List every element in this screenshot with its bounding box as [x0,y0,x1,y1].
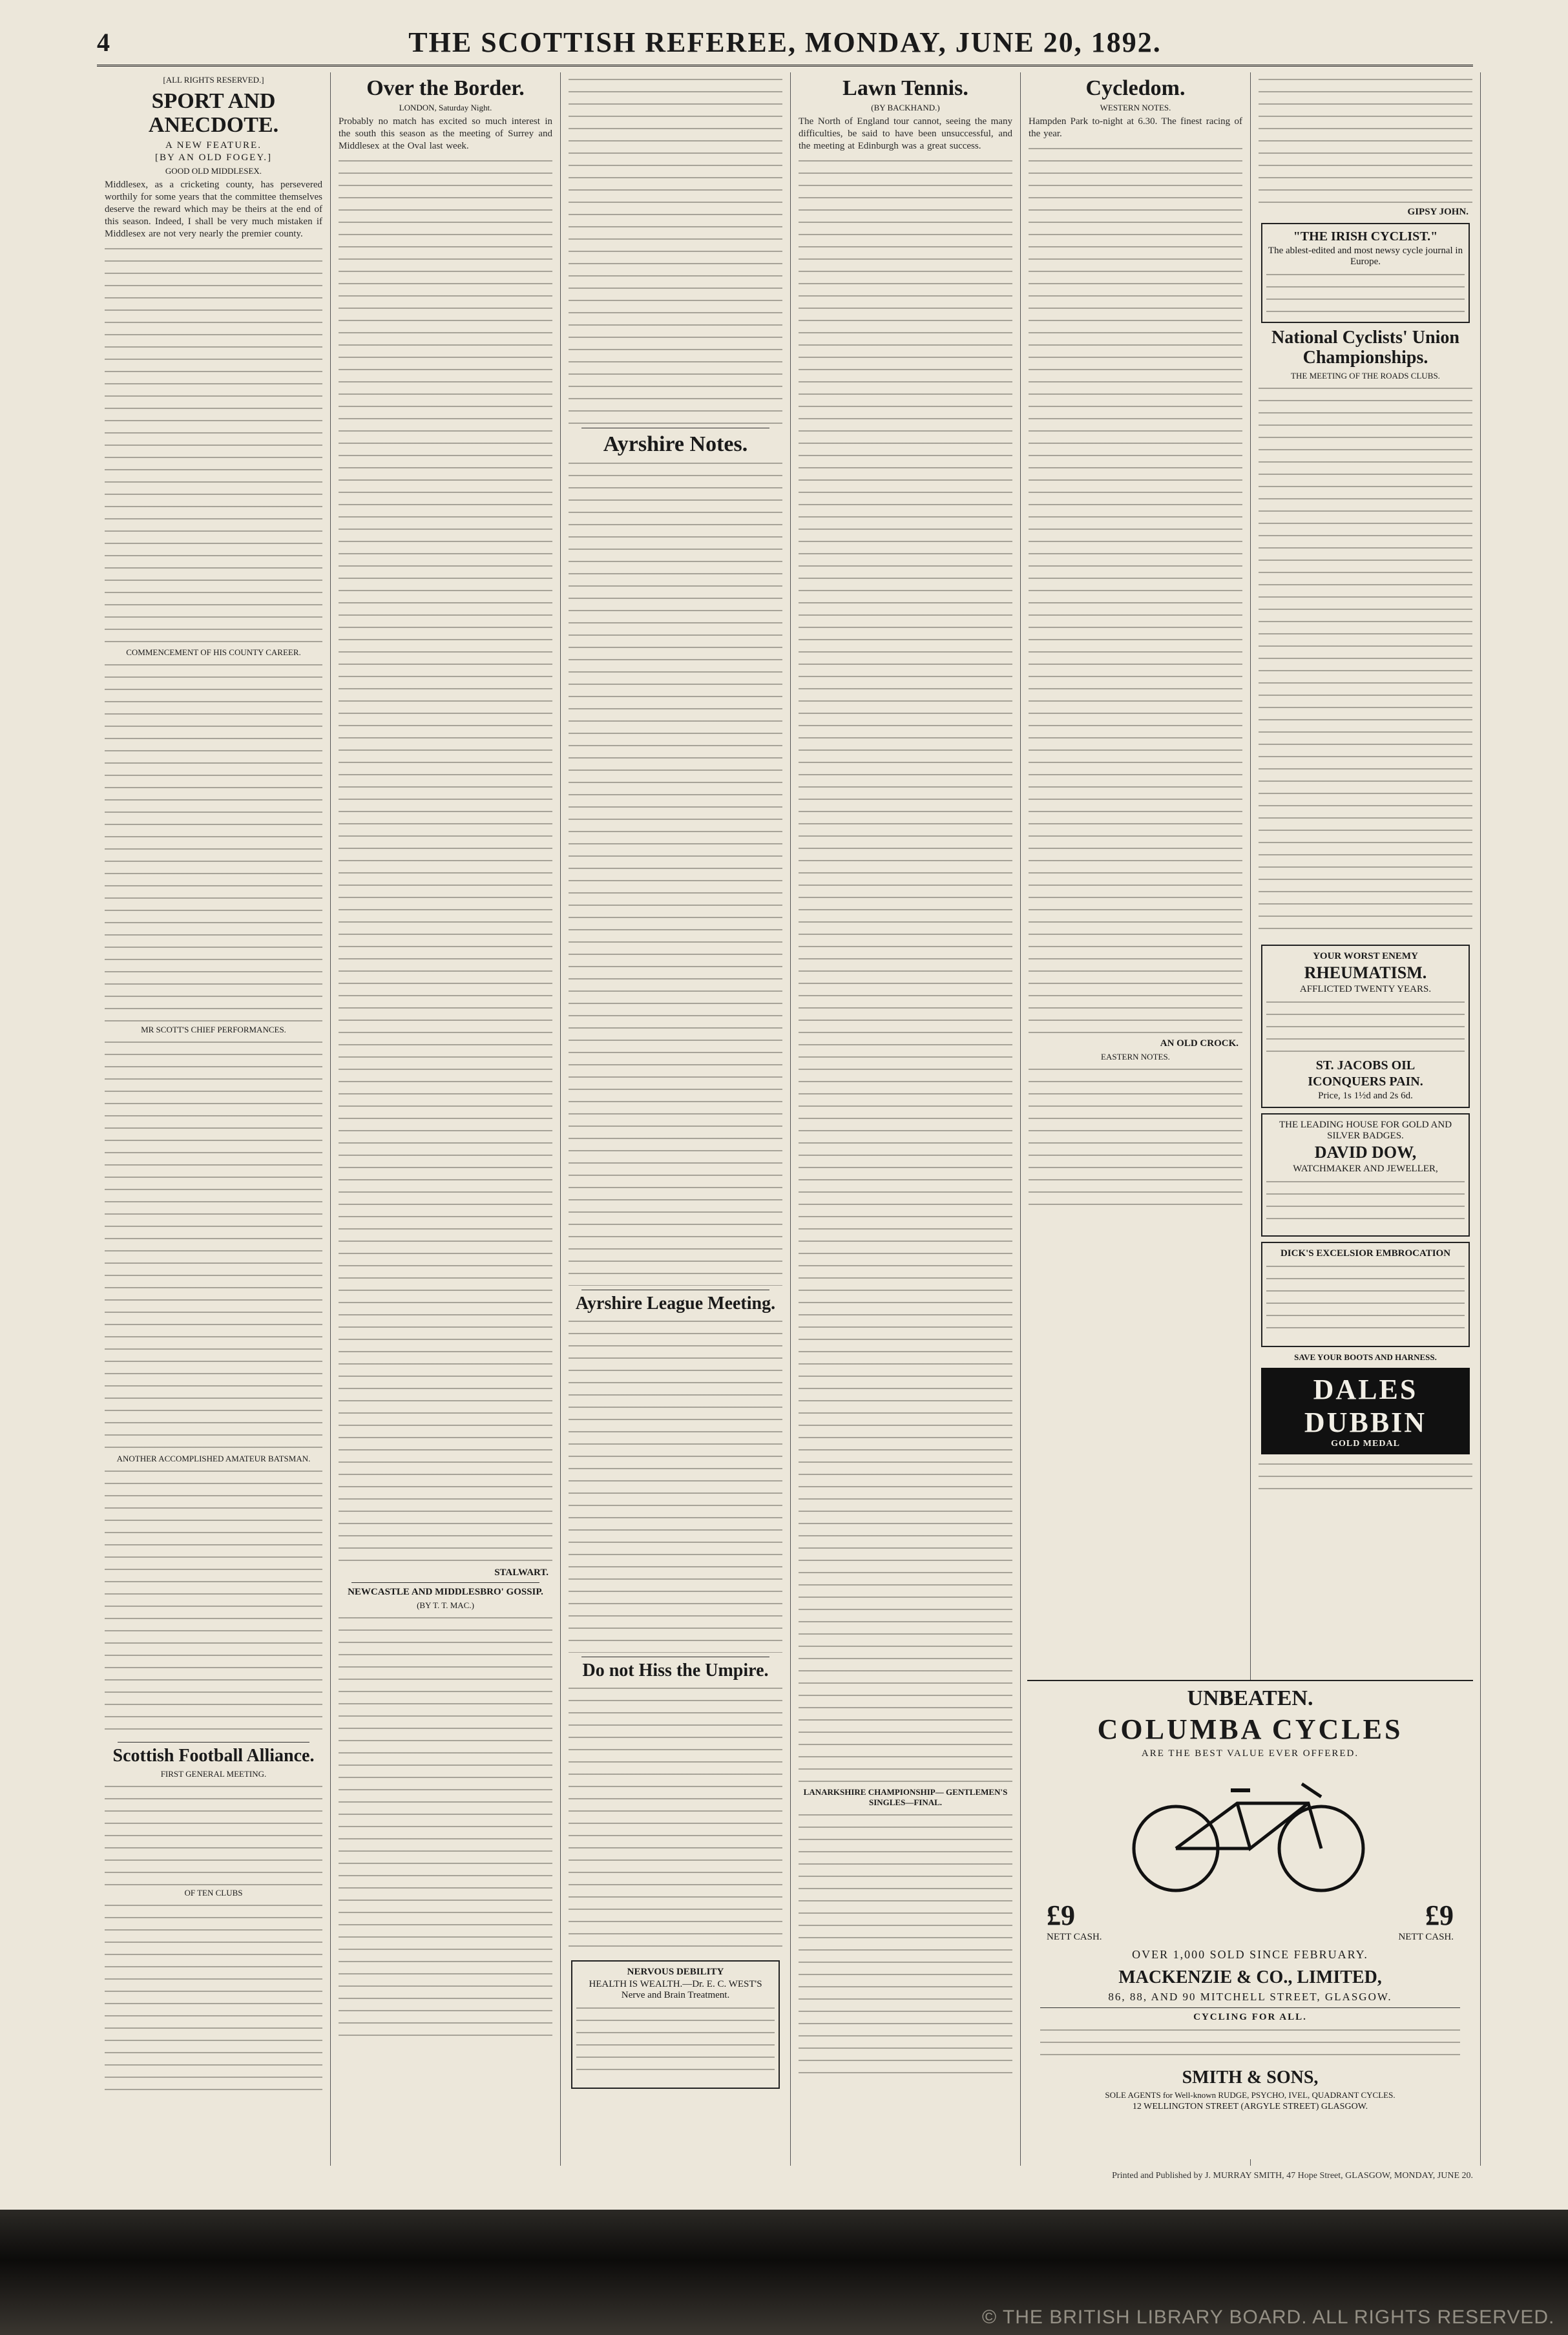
subheading-meeting: FIRST GENERAL MEETING. [160,1768,267,1779]
subheading-western: WESTERN NOTES. [1100,103,1171,113]
ad-line: YOUR WORST ENEMY [1313,950,1418,961]
subheading-middlesex: GOOD OLD MIDDLESEX. [165,165,262,176]
dateline: LONDON, Saturday Night. [399,103,492,113]
heading-do-not-hiss: Do not Hiss the Umpire. [582,1660,769,1681]
article-body [339,1613,552,2040]
subheading-eastern: EASTERN NOTES. [1101,1052,1170,1062]
nett-cash-label: NETT CASH. [1398,1931,1454,1942]
ad-line: AFFLICTED TWENTY YEARS. [1299,983,1432,994]
ad-line: THE LEADING HOUSE FOR GOLD AND SILVER BADGES. [1279,1119,1452,1141]
ad-text: The ablest-edited and most newsy cycle journal in Europe. [1268,246,1463,267]
byline: (BY BACKHAND.) [871,103,940,113]
heading-football-alliance: Scottish Football Alliance. [112,1745,315,1766]
page-number: 4 [97,27,110,57]
subheading-batsman: ANOTHER ACCOMPLISHED AMATEUR BATSMAN. [116,1453,311,1463]
subheading-career: COMMENCEMENT OF HIS COUNTY CAREER. [126,647,301,657]
ad-columba-cycles [1027,1680,1473,2159]
article-body [799,156,1012,1785]
ad-line: ARE THE BEST VALUE EVER OFFERED. [1141,1748,1359,1759]
byline: [BY AN OLD FOGEY.] [154,152,272,163]
ad-title: NERVOUS DEBILITY [627,1966,724,1977]
imprint: Printed and Published by J. MURRAY SMITH, 47 Hope Street, GLASGOW, MONDAY, JUNE 20. [1112,2171,1473,2181]
heading-over-the-border: Over the Border. [366,76,525,100]
article-text: Middlesex, as a cricketing county, has persevered worthily for some years that the committee themselves deserve the reward which may be theirs at the end of this season. Indeed, I shall be very much mistaken if Middlesex are not very nearly the premier county. [105,179,322,239]
article-body [105,1467,322,1738]
column-4 [791,72,1021,2166]
article-body [105,1901,322,2095]
article-body [569,459,782,1286]
ad-line: ST. JACOBS OIL [1315,1058,1416,1073]
ad-line: SAVE YOUR BOOTS AND HARNESS. [1294,1352,1437,1362]
article-body [105,244,322,645]
ad-title: RHEUMATISM. [1304,963,1427,982]
ad-line: GOLD MEDAL [1331,1438,1400,1449]
subheading-performances: MR SCOTT'S CHIEF PERFORMANCES. [141,1024,286,1034]
article-body [1029,1065,1242,1213]
heading-lawn-tennis: Lawn Tennis. [842,76,968,100]
results-heading: LANARKSHIRE CHAMPIONSHIP— GENTLEMEN'S SINGLES—FINAL. [803,1787,1008,1808]
heading-newcastle-gossip: NEWCASTLE AND MIDDLESBRO' GOSSIP. [348,1587,543,1598]
ad-line: WATCHMAKER AND JEWELLER, [1293,1163,1438,1174]
article-body [1259,384,1472,939]
article-body [569,1684,782,1955]
article-body [105,660,322,1022]
column-2 [331,72,561,2166]
heading-ayrshire-league: Ayrshire League Meeting. [575,1293,776,1314]
column-1 [97,72,331,2166]
masthead [97,19,1473,67]
article-body [105,1038,322,1451]
ad-line: DICK'S EXCELSIOR EMBROCATION [1280,1248,1451,1259]
newspaper-title: THE SCOTTISH REFEREE, MONDAY, JUNE 20, 1892. [408,26,1162,58]
article-text: Hampden Park to-night at 6.30. The finest racing of the year. [1029,116,1242,140]
heading-ncu-championships: National Cyclists' Union Championships. [1271,328,1459,368]
ad-embrocation [1261,1242,1470,1347]
watermark: © THE BRITISH LIBRARY BOARD. ALL RIGHTS RESERVED. [982,2307,1555,2328]
signoff-old-crock: AN OLD CROCK. [1160,1038,1239,1049]
signoff-stalwart: STALWART. [494,1567,549,1578]
article-body [1259,75,1472,204]
ad-title: COLUMBA CYCLES [1097,1713,1403,1746]
ad-line: Price, 1s 1½d and 2s 6d. [1318,1090,1413,1101]
byline: (BY T. T. MAC.) [417,1600,474,1611]
ad-line: SOLE AGENTS for Well-known RUDGE, PSYCHO, IVEL, QUADRANT CYCLES. [1105,2090,1396,2100]
ad-line: 86, 88, AND 90 MITCHELL STREET, GLASGOW. [1108,1990,1392,2003]
ad-line: OVER 1,000 SOLD SINCE FEBRUARY. [1132,1947,1368,1961]
heading-ayrshire-notes: Ayrshire Notes. [603,432,748,456]
heading-cycledom: Cycledom. [1085,76,1186,100]
ad-line: 12 WELLINGTON STREET (ARGYLE STREET) GLASGOW. [1132,2102,1368,2112]
column-3 [561,72,791,2166]
ad-title: MACKENZIE & CO., LIMITED, [1118,1967,1382,1987]
nett-cash-label: NETT CASH. [1047,1931,1102,1942]
ad-title: UNBEATEN. [1187,1686,1313,1710]
price-left: £9 [1047,1899,1075,1931]
feature-label: A NEW FEATURE. [165,140,262,151]
article-body [569,75,782,424]
ad-text: HEALTH IS WEALTH.—Dr. E. C. WEST'S Nerve and Brain Treatment. [589,1978,762,2000]
article-body [1029,144,1242,1036]
ad-title: "THE IRISH CYCLIST." [1293,229,1438,244]
ad-title: SMITH & SONS, [1182,2067,1319,2088]
ad-irish-cyclist [1261,223,1470,323]
price-right: £9 [1425,1899,1454,1931]
ad-title: DAVID DOW, [1314,1142,1417,1162]
ad-david-dow [1261,1113,1470,1237]
ad-line: CYCLING FOR ALL. [1193,2011,1307,2022]
ad-rheumatism [1261,945,1470,1108]
subheading-clubs: OF TEN CLUBS [184,1887,243,1898]
article-body [105,1782,322,1885]
ad-line: ICONQUERS PAIN. [1308,1074,1423,1089]
bicycle-icon [1114,1764,1386,1894]
ad-nervous-debility [571,1960,780,2089]
results-list [799,1810,1012,2082]
article-body [569,1317,782,1653]
article-text: The North of England tour cannot, seeing the many difficulties, be said to have been unsuccessful, and the meeting at Edinburgh was a great success. [799,116,1012,152]
ad-title: DALES DUBBIN [1304,1373,1427,1438]
article-body [339,156,552,1565]
article-text: Probably no match has excited so much interest in the south this season as the meeting of Surrey and Middlesex at the Oval last week. [339,116,552,152]
subheading-roads-clubs: THE MEETING OF THE ROADS CLUBS. [1291,370,1440,381]
rights-notice: [ALL RIGHTS RESERVED.] [163,75,264,85]
ad-dales-dubbin [1261,1368,1470,1454]
section-heading-sport: SPORT AND ANECDOTE. [148,89,279,138]
signoff-gipsy-john: GIPSY JOHN. [1407,207,1469,217]
